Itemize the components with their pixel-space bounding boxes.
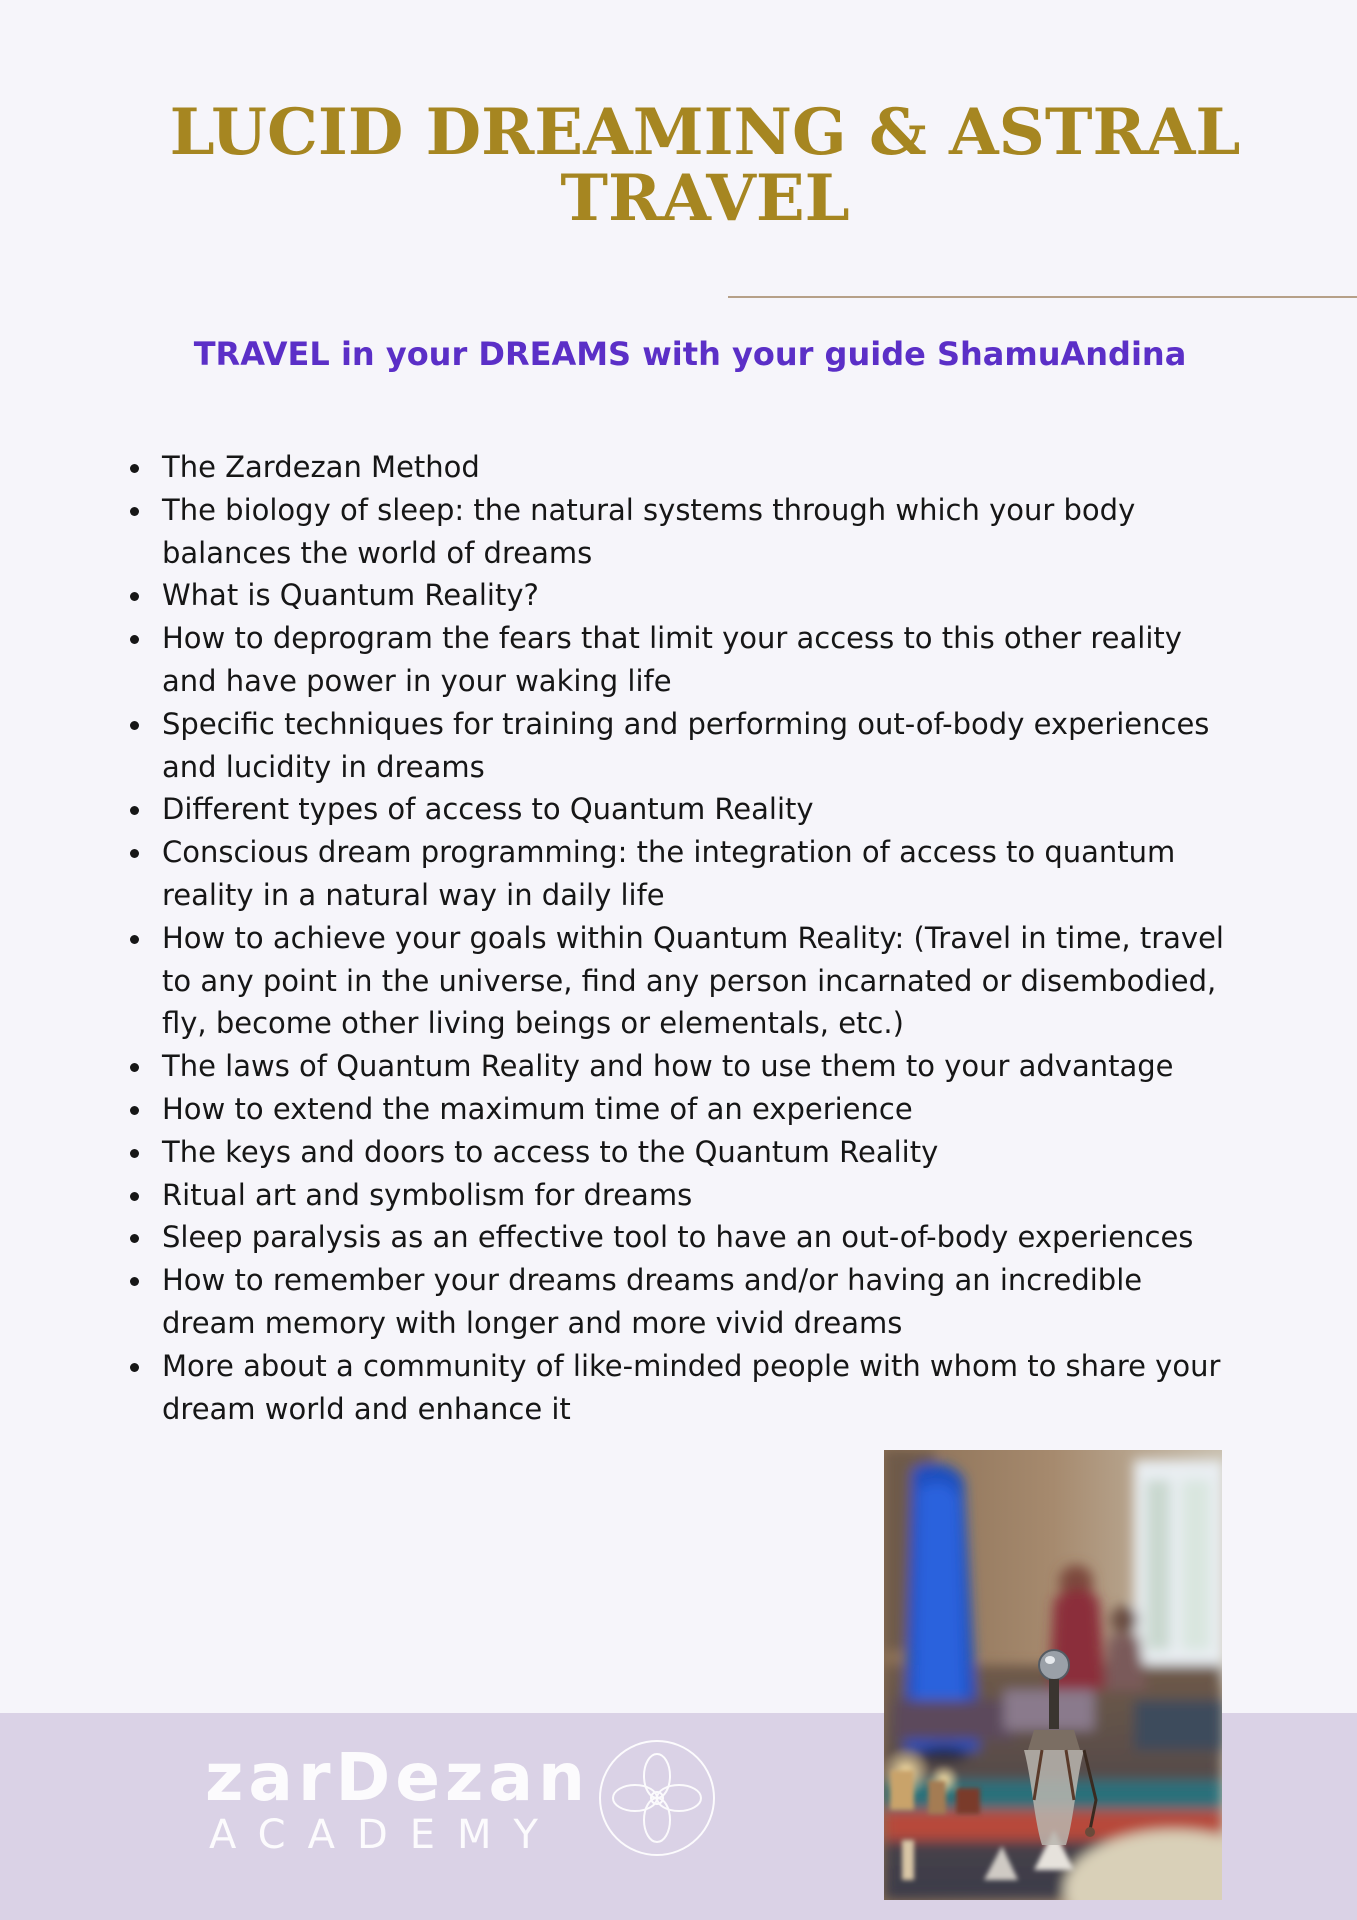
- academy-logo: [205, 1738, 725, 1888]
- topic-text: How to achieve your goals within Quantum Reality: (Travel in time, travel to any point in the universe, find any person incarnated or disembodied, fly, become other living beings or elementals, etc.): [162, 920, 1224, 1041]
- logo-wordmark: zarDezan: [205, 1739, 590, 1816]
- topic-item: [130, 617, 1240, 703]
- bullet-icon: [130, 1363, 139, 1372]
- topic-item: [130, 574, 1240, 617]
- topic-item: [130, 831, 1240, 917]
- bullet-icon: [130, 935, 139, 944]
- bullet-icon: [130, 1149, 139, 1158]
- ritual-photo-image: [884, 1450, 1222, 1900]
- topic-text: How to remember your dreams dreams and/or having an incredible dream memory with longer and more vivid dreams: [162, 1263, 1143, 1340]
- topic-list: [130, 446, 1240, 1430]
- bullet-icon: [130, 721, 139, 730]
- topic-text: Sleep paralysis as an effective tool to have an out-of-body experiences: [162, 1220, 1194, 1255]
- bullet-icon: [130, 507, 139, 516]
- topic-text: Different types of access to Quantum Reality: [162, 792, 814, 827]
- topic-item: [130, 917, 1240, 1045]
- bullet-icon: [130, 1277, 139, 1286]
- logo-subtitle: ACADEMY: [209, 1812, 560, 1858]
- page-subtitle: TRAVEL in your DREAMS with your guide ShamuAndina: [193, 335, 1187, 373]
- topic-text: The biology of sleep: the natural systems through which your body balances the world of dreams: [162, 492, 1136, 570]
- topic-item: [130, 446, 1240, 489]
- bullet-icon: [130, 592, 139, 601]
- topic-text: What is Quantum Reality?: [162, 578, 539, 613]
- topic-item: [130, 1045, 1240, 1088]
- topic-item: [130, 703, 1240, 789]
- topic-item: [130, 489, 1240, 575]
- topic-text: The keys and doors to access to the Quantum Reality: [162, 1134, 939, 1169]
- page-title: LUCID DREAMING & ASTRAL TRAVEL: [169, 95, 1241, 236]
- topic-item: [130, 1131, 1240, 1174]
- topic-text: How to extend the maximum time of an experience: [162, 1091, 913, 1126]
- divider: [728, 296, 1357, 298]
- bullet-icon: [130, 849, 139, 858]
- topic-item: [130, 1174, 1240, 1217]
- topic-text: Conscious dream programming: the integration of access to quantum reality in a natural way in daily life: [162, 835, 1176, 912]
- flower-circle-icon: [597, 1738, 717, 1858]
- bullet-icon: [130, 1106, 139, 1115]
- topic-item: [130, 1216, 1240, 1259]
- topic-text: Specific techniques for training and performing out-of-body experiences and lucidity in dreams: [162, 706, 1210, 784]
- ritual-photo: [884, 1450, 1222, 1900]
- topic-item: [130, 788, 1240, 831]
- topic-item: [130, 1088, 1240, 1131]
- bullet-icon: [130, 1192, 139, 1201]
- topic-item: [130, 1345, 1240, 1431]
- bullet-icon: [130, 806, 139, 815]
- bullet-icon: [130, 1234, 139, 1243]
- topic-text: How to deprogram the fears that limit your access to this other reality and have power in your waking life: [162, 621, 1182, 698]
- topic-text: The laws of Quantum Reality and how to use them to your advantage: [162, 1049, 1174, 1084]
- bullet-icon: [130, 464, 139, 473]
- topic-text: Ritual art and symbolism for dreams: [162, 1177, 693, 1212]
- topic-text: More about a community of like-minded people with whom to share your dream world and enhance it: [162, 1348, 1221, 1426]
- bullet-icon: [130, 1063, 139, 1072]
- topic-item: [130, 1259, 1240, 1345]
- topic-text: The Zardezan Method: [162, 450, 480, 484]
- bullet-icon: [130, 635, 139, 644]
